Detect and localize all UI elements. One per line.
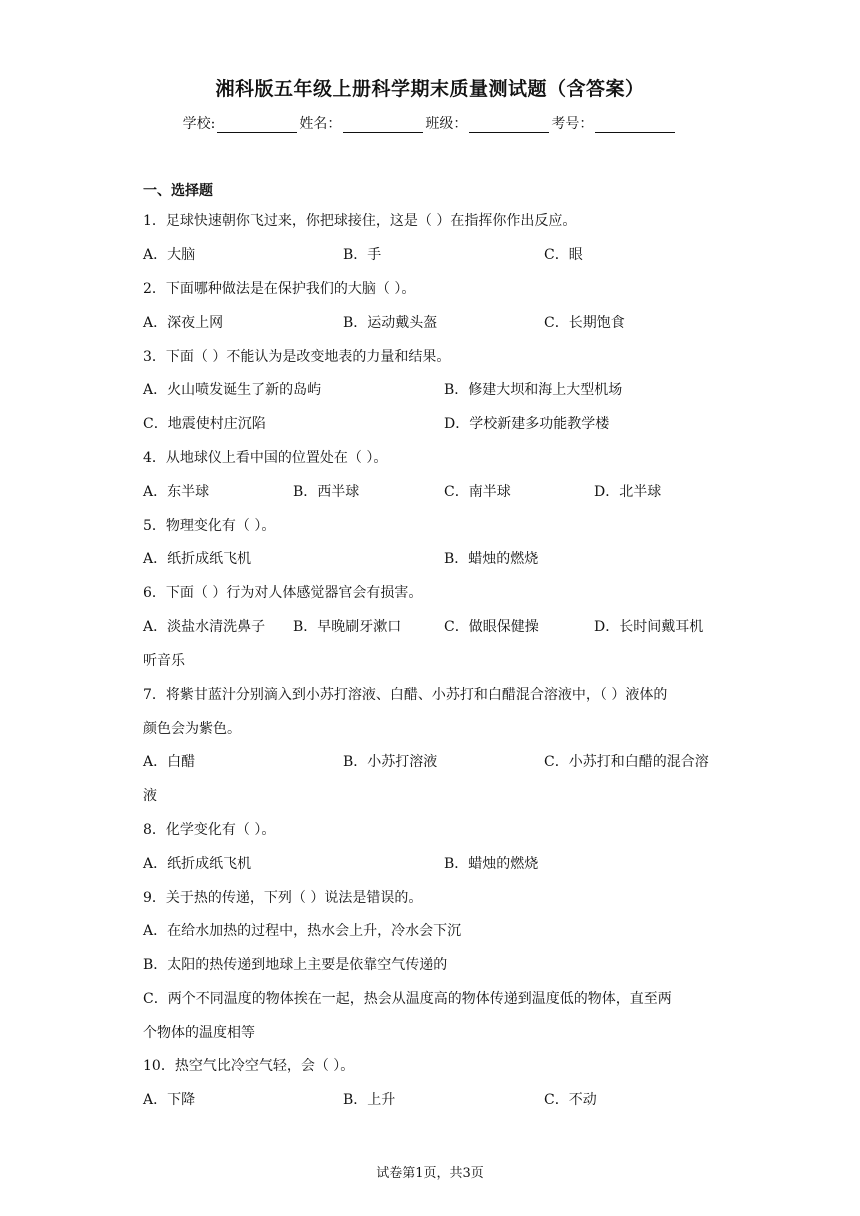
name-blank (343, 118, 423, 133)
class-blank (469, 118, 549, 133)
q2-option-c: C．长期饱食 (544, 315, 625, 331)
q6-option-d: D．长时间戴耳机 (594, 619, 704, 635)
q9-option-b: B．太阳的热传递到地球上主要是依靠空气传递的 (143, 957, 448, 973)
q9-option-c-continued: 个物体的温度相等 (143, 1025, 255, 1041)
name-label: 姓名： (299, 116, 342, 132)
question-8: 8．化学变化有（ ）。 (143, 822, 276, 838)
student-info-line (0, 113, 860, 133)
page-title: 湘科版五年级上册科学期末质量测试题（含答案） (215, 78, 645, 100)
question-4: 4．从地球仪上看中国的位置处在（ ）。 (143, 450, 388, 466)
q10-option-a: A．下降 (143, 1092, 196, 1108)
q7-option-c: C．小苏打和白醋的混合溶 (544, 754, 709, 770)
question-5: 5．物理变化有（ ）。 (143, 518, 276, 534)
q4-option-b: B．西半球 (293, 484, 360, 500)
q6-option-c: C．做眼保健操 (444, 619, 539, 635)
question-7-continued: 颜色会为紫色。 (143, 721, 241, 737)
q7-option-c-continued: 液 (143, 788, 157, 804)
school-field (183, 113, 300, 133)
q6-option-a: A．淡盐水清洗鼻子 (143, 619, 266, 635)
q8-option-a: A．纸折成纸飞机 (143, 856, 252, 872)
question-7: 7．将紫甘蓝汁分别滴入到小苏打溶液、白醋、小苏打和白醋混合溶液中，（ ）液体的 (143, 687, 668, 703)
q8-option-b: B．蜡烛的燃烧 (444, 856, 539, 872)
q10-option-c: C．不动 (544, 1092, 597, 1108)
q1-option-a: A．大脑 (143, 247, 196, 263)
question-9: 9．关于热的传递，下列（ ）说法是错误的。 (143, 890, 423, 906)
exam-number-blank (595, 118, 675, 133)
q7-option-b: B．小苏打溶液 (343, 754, 438, 770)
school-blank (217, 118, 297, 133)
q3-option-b: B．修建大坝和海上大型机场 (444, 382, 623, 398)
q4-option-a: A．东半球 (143, 484, 210, 500)
exam-number-field (551, 113, 677, 133)
class-label: 班级： (425, 116, 468, 132)
q3-option-d: D．学校新建多功能教学楼 (444, 416, 610, 432)
question-1: 1．足球快速朝你飞过来，你把球接住，这是（ ）在指挥你作出反应。 (143, 213, 577, 229)
q9-option-c: C．两个不同温度的物体挨在一起，热会从温度高的物体传递到温度低的物体，直至两 (143, 991, 672, 1007)
section-heading: 一、选择题 (143, 183, 213, 199)
q2-option-b: B．运动戴头盔 (343, 315, 438, 331)
q1-option-b: B．手 (343, 247, 382, 263)
q5-option-a: A．纸折成纸飞机 (143, 551, 252, 567)
question-2: 2．下面哪种做法是在保护我们的大脑（ ）。 (143, 281, 416, 297)
class-field (425, 113, 551, 133)
school-label: 学校: (182, 116, 216, 132)
q2-option-a: A．深夜上网 (143, 315, 224, 331)
question-6: 6．下面（ ）行为对人体感觉器官会有损害。 (143, 585, 423, 601)
q7-option-a: A．白醋 (143, 754, 196, 770)
name-field (299, 113, 425, 133)
q10-option-b: B．上升 (343, 1092, 396, 1108)
q3-option-c: C．地震使村庄沉陷 (143, 416, 266, 432)
q6-option-d-continued: 听音乐 (143, 653, 185, 669)
q1-option-c: C．眼 (544, 247, 583, 263)
question-10: 10．热空气比冷空气轻，会（ ）。 (143, 1058, 355, 1074)
q9-option-a: A．在给水加热的过程中，热水会上升，冷水会下沉 (143, 923, 462, 939)
q4-option-c: C．南半球 (444, 484, 511, 500)
q6-option-b: B．早晚刷牙漱口 (293, 619, 402, 635)
question-3: 3．下面（ ）不能认为是改变地表的力量和结果。 (143, 349, 451, 365)
exam-number-label: 考号： (551, 116, 594, 132)
q4-option-d: D．北半球 (594, 484, 662, 500)
q5-option-b: B．蜡烛的燃烧 (444, 551, 539, 567)
q3-option-a: A．火山喷发诞生了新的岛屿 (143, 382, 322, 398)
page-footer: 试卷第1页，共3页 (376, 1166, 484, 1181)
